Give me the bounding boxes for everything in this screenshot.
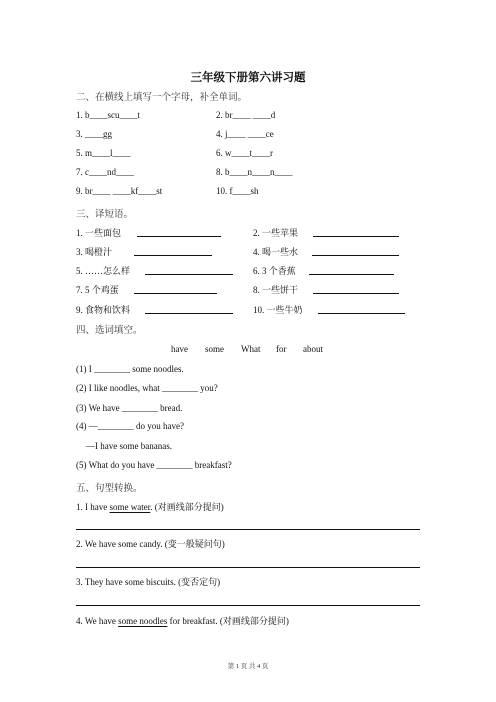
fill-item-8: 8. b____n____n____	[216, 167, 293, 177]
answer-line[interactable]	[134, 293, 217, 294]
answer-line[interactable]	[309, 274, 394, 275]
translate-item-4: 4. 喝一些水	[253, 247, 299, 257]
underlined-phrase: some water	[109, 502, 151, 512]
section-heading-choose-words: 四、选词填空。	[76, 326, 143, 336]
fill-item-2: 2. br____ ____d	[216, 110, 276, 120]
translate-item-10: 10. 一些牛奶	[253, 305, 303, 315]
option-word: have	[171, 344, 188, 354]
translate-item-6: 6. 3 个香蕉	[253, 266, 296, 276]
fill-item-7: 7. c____nd____	[76, 167, 134, 177]
section-heading-transform: 五、句型转换。	[76, 484, 143, 494]
choose-question-1: (1) I ________ some noodles.	[76, 364, 184, 374]
answer-line[interactable]	[145, 274, 233, 275]
answer-line[interactable]	[318, 313, 405, 314]
choose-question-4: (4) —________ do you have?	[76, 421, 184, 431]
translate-item-1: 1. 一些面包	[76, 228, 122, 238]
choose-question-3: (3) We have ________ bread.	[76, 403, 183, 413]
fill-item-5: 5. m____l____	[76, 148, 131, 158]
translate-item-3: 3. 喝橙汁	[76, 247, 113, 257]
answer-line[interactable]	[76, 567, 420, 568]
option-word: some	[205, 344, 224, 354]
answer-line[interactable]	[313, 236, 399, 237]
translate-item-2: 2. 一些苹果	[253, 228, 299, 238]
page-title: 三年级下册第六讲习题	[190, 72, 306, 84]
fill-item-3: 3. ____gg	[76, 129, 112, 139]
answer-line[interactable]	[145, 313, 233, 314]
transform-sentence-3: 3. They have some biscuits. (变否定句)	[76, 577, 221, 587]
option-word: What	[241, 344, 261, 354]
fill-item-6: 6. w____t____r	[216, 148, 273, 158]
answer-line[interactable]	[312, 255, 399, 256]
option-word: about	[303, 344, 323, 354]
transform-sentence-1: 1. I have some water. (对画线部分提问)	[76, 502, 224, 512]
section-heading-translate: 三、译短语。	[76, 210, 134, 220]
answer-line[interactable]	[76, 529, 420, 530]
answer-line[interactable]	[134, 255, 212, 256]
section-heading-fill-letters: 二、在横线上填写一个字母，补全单词。	[76, 93, 248, 103]
answer-line[interactable]	[137, 236, 221, 237]
choose-question-4-answer: —I have some bananas.	[86, 441, 172, 451]
choose-question-5: (5) What do you have ________ breakfast?	[76, 460, 232, 470]
fill-item-10: 10. f____sh	[216, 186, 259, 196]
page-footer: 第 1 页 共 4 页	[227, 663, 269, 670]
translate-item-9: 9. 食物和饮料	[76, 305, 131, 315]
fill-item-1: 1. b____scu____t	[76, 110, 140, 120]
transform-sentence-4: 4. We have some noodles for breakfast. (对画线部分提问)	[76, 616, 289, 626]
fill-item-4: 4. j____ ____ce	[216, 129, 274, 139]
option-word: for	[276, 344, 287, 354]
answer-line[interactable]	[313, 293, 399, 294]
translate-item-7: 7. 5 个鸡蛋	[76, 285, 119, 295]
choose-question-2: (2) I like noodles, what ________ you?	[76, 383, 218, 393]
transform-sentence-2: 2. We have some candy. (变一般疑问句)	[76, 539, 225, 549]
translate-item-5: 5. ……怎么样	[76, 266, 131, 276]
translate-item-8: 8. 一些饼干	[253, 285, 299, 295]
underlined-phrase: some noodles	[118, 616, 168, 626]
answer-line[interactable]	[76, 605, 420, 606]
fill-item-9: 9. br____ ____kf____st	[76, 186, 163, 196]
